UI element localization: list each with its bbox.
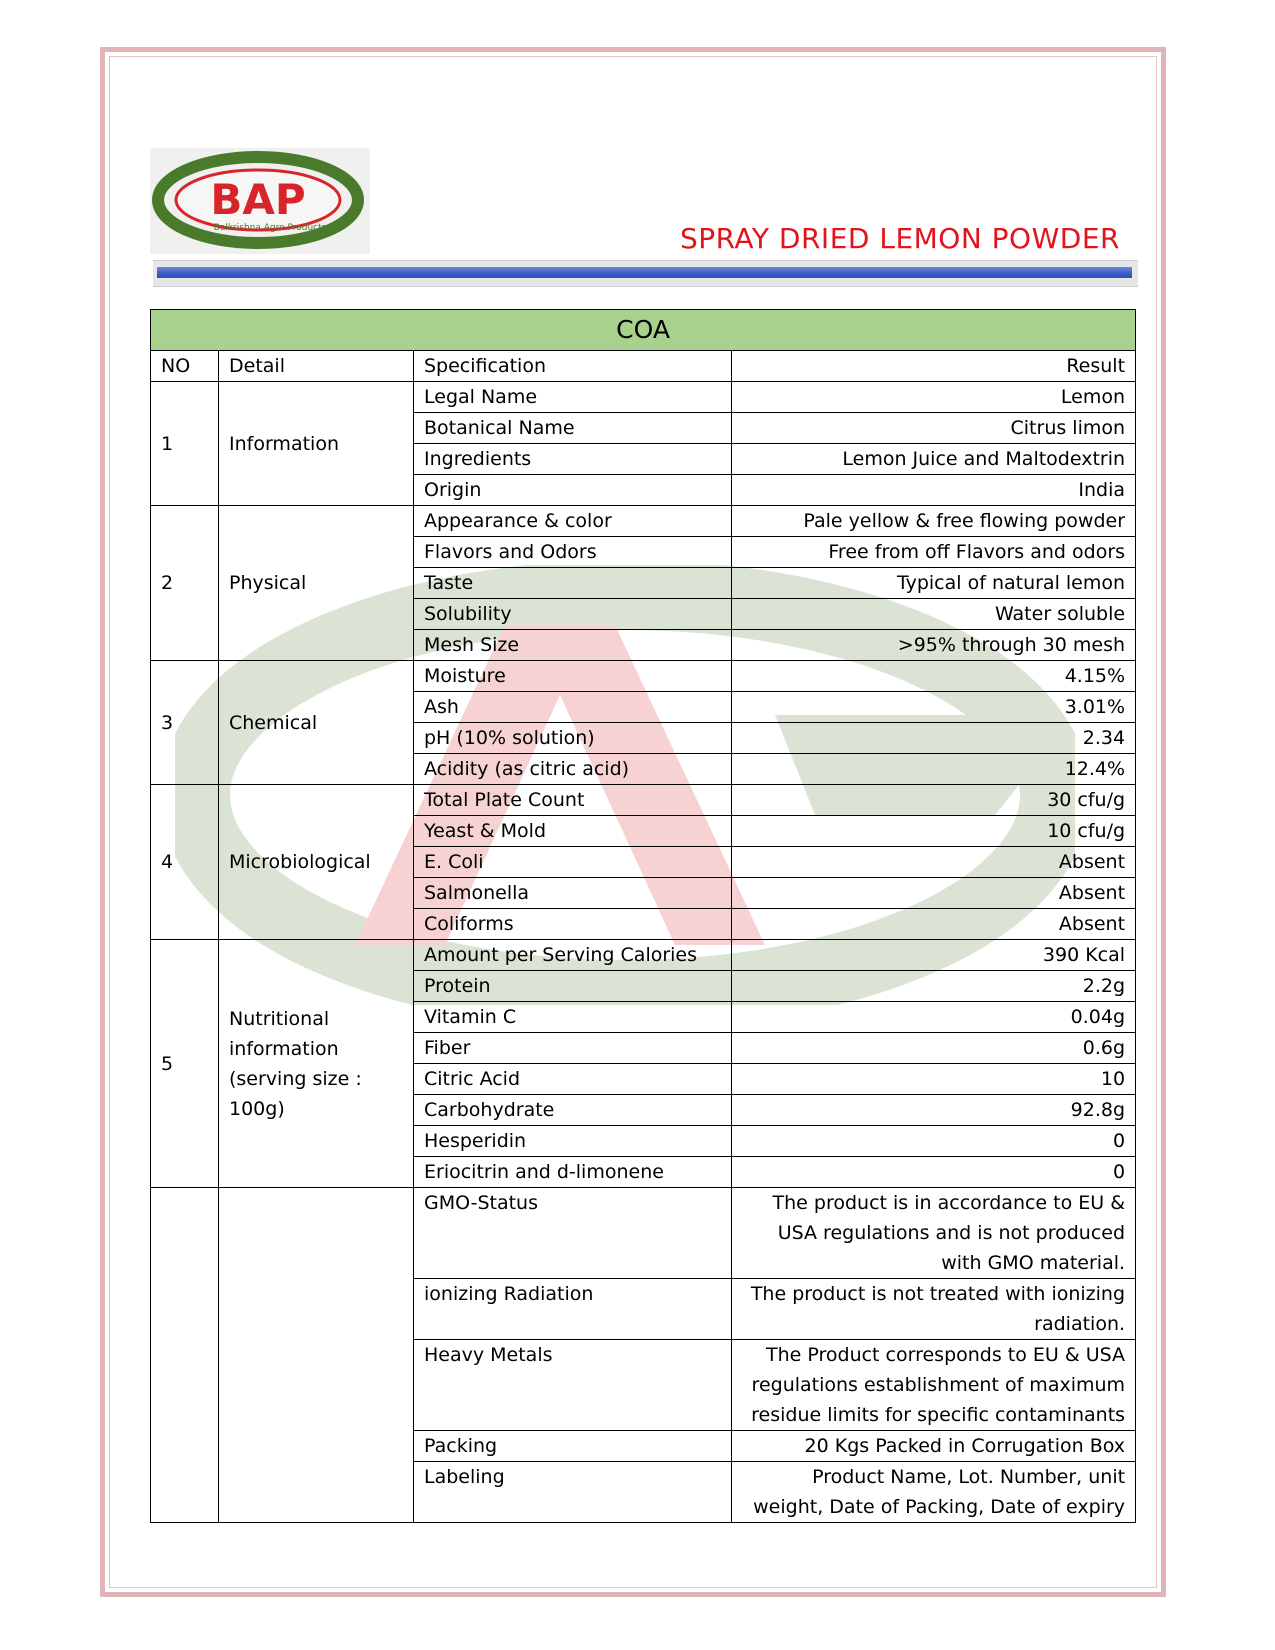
result-cell: 0 (732, 1157, 1136, 1188)
result-cell: 4.15% (732, 661, 1136, 692)
result-cell: Free from off Flavors and odors (732, 537, 1136, 568)
header-no: NO (151, 351, 219, 382)
spec-cell: Amount per Serving Calories (414, 940, 732, 971)
spec-cell: Labeling (414, 1462, 732, 1523)
blue-strip (157, 267, 1132, 278)
result-cell: Citrus limon (732, 413, 1136, 444)
result-cell: 0 (732, 1126, 1136, 1157)
result-cell: 92.8g (732, 1095, 1136, 1126)
spec-cell: pH (10% solution) (414, 723, 732, 754)
table-row (151, 506, 1136, 537)
table-row (151, 1188, 1136, 1279)
table-row (151, 785, 1136, 816)
result-cell: 3.01% (732, 692, 1136, 723)
spec-cell: Citric Acid (414, 1064, 732, 1095)
result-cell: 0.6g (732, 1033, 1136, 1064)
spec-cell: Mesh Size (414, 630, 732, 661)
result-cell: Product Name, Lot. Number, unit weight, Date of Packing, Date of expiry (732, 1462, 1136, 1523)
caption-row (151, 310, 1136, 351)
spec-cell: Ash (414, 692, 732, 723)
result-cell: Lemon Juice and Maltodextrin (732, 444, 1136, 475)
spec-cell: Yeast & Mold (414, 816, 732, 847)
group-no: 3 (151, 661, 219, 785)
spec-cell: Packing (414, 1431, 732, 1462)
bap-logo-icon (150, 148, 370, 254)
document-title: SPRAY DRIED LEMON POWDER (679, 222, 1120, 255)
result-cell: Pale yellow & free flowing powder (732, 506, 1136, 537)
coa-caption: COA (151, 310, 1136, 351)
group-no-empty (151, 1188, 219, 1523)
group-detail: Physical (219, 506, 414, 661)
coa-table (150, 309, 1136, 1523)
group-no: 2 (151, 506, 219, 661)
result-cell: >95% through 30 mesh (732, 630, 1136, 661)
spec-cell: Moisture (414, 661, 732, 692)
result-cell: 12.4% (732, 754, 1136, 785)
result-cell: Absent (732, 847, 1136, 878)
spec-cell: Coliforms (414, 909, 732, 940)
spec-cell: Eriocitrin and d-limonene (414, 1157, 732, 1188)
result-cell: The product is not treated with ionizing radiation. (732, 1279, 1136, 1340)
group-detail: Microbiological (219, 785, 414, 940)
result-cell: Absent (732, 878, 1136, 909)
logo-letters: BAP (210, 175, 306, 224)
spec-cell: Vitamin C (414, 1002, 732, 1033)
group-detail: Chemical (219, 661, 414, 785)
spec-cell: Legal Name (414, 382, 732, 413)
result-cell: Water soluble (732, 599, 1136, 630)
header-result: Result (732, 351, 1136, 382)
logo-tagline: Balkrishna Agro Products (213, 223, 327, 233)
table-row (151, 940, 1136, 971)
spec-cell: Origin (414, 475, 732, 506)
spec-cell: Heavy Metals (414, 1340, 732, 1431)
spec-cell: Fiber (414, 1033, 732, 1064)
group-detail: Information (219, 382, 414, 506)
result-cell: 20 Kgs Packed in Corrugation Box (732, 1431, 1136, 1462)
spec-cell: Ingredients (414, 444, 732, 475)
spec-cell: Salmonella (414, 878, 732, 909)
group-detail: Nutritional information (serving size : 100g) (219, 940, 414, 1188)
result-cell: Absent (732, 909, 1136, 940)
spec-cell: GMO-Status (414, 1188, 732, 1279)
company-logo (150, 148, 370, 254)
result-cell: 0.04g (732, 1002, 1136, 1033)
spec-cell: Hesperidin (414, 1126, 732, 1157)
result-cell: 10 cfu/g (732, 816, 1136, 847)
group-no: 4 (151, 785, 219, 940)
result-cell: India (732, 475, 1136, 506)
header-specification: Specification (414, 351, 732, 382)
spec-cell: Taste (414, 568, 732, 599)
spec-cell: Botanical Name (414, 413, 732, 444)
spec-cell: ionizing Radiation (414, 1279, 732, 1340)
spec-cell: Acidity (as citric acid) (414, 754, 732, 785)
group-no: 1 (151, 382, 219, 506)
result-cell: 2.34 (732, 723, 1136, 754)
spec-cell: Flavors and Odors (414, 537, 732, 568)
spec-cell: Appearance & color (414, 506, 732, 537)
result-cell: 2.2g (732, 971, 1136, 1002)
spec-cell: Carbohydrate (414, 1095, 732, 1126)
header-row (151, 351, 1136, 382)
result-cell: The product is in accordance to EU & USA regulations and is not produced with GMO material. (732, 1188, 1136, 1279)
result-cell: Lemon (732, 382, 1136, 413)
header-detail: Detail (219, 351, 414, 382)
group-detail-empty (219, 1188, 414, 1523)
spec-cell: Solubility (414, 599, 732, 630)
table-row (151, 661, 1136, 692)
result-cell: 30 cfu/g (732, 785, 1136, 816)
result-cell: The Product corresponds to EU & USA regulations establishment of maximum residue limits for specific contaminants (732, 1340, 1136, 1431)
table-row (151, 382, 1136, 413)
result-cell: 390 Kcal (732, 940, 1136, 971)
spec-cell: E. Coli (414, 847, 732, 878)
result-cell: Typical of natural lemon (732, 568, 1136, 599)
spec-cell: Total Plate Count (414, 785, 732, 816)
title-underline-bar (153, 260, 1138, 287)
group-no: 5 (151, 940, 219, 1188)
result-cell: 10 (732, 1064, 1136, 1095)
spec-cell: Protein (414, 971, 732, 1002)
